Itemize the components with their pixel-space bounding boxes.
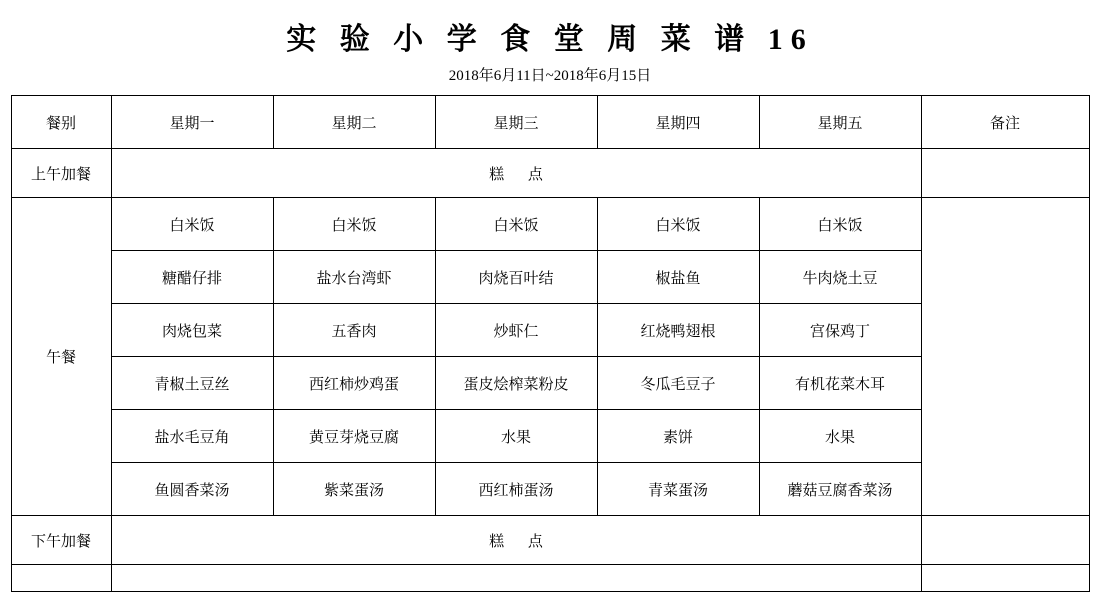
header-monday: 星期一 [111,96,273,149]
table-header-row [11,96,1089,149]
lunch-cell: 冬瓜毛豆子 [597,357,759,410]
lunch-cell: 五香肉 [273,304,435,357]
table-row-afternoon-snack [11,516,1089,565]
header-friday: 星期五 [759,96,921,149]
lunch-cell: 蛋皮烩榨菜粉皮 [435,357,597,410]
lunch-cell: 牛肉烧土豆 [759,251,921,304]
morning-snack-notes [921,149,1089,198]
lunch-cell: 盐水台湾虾 [273,251,435,304]
lunch-cell: 白米饭 [759,198,921,251]
lunch-cell: 肉烧包菜 [111,304,273,357]
afternoon-snack-content: 糕 点 [111,516,921,565]
lunch-cell: 有机花菜木耳 [759,357,921,410]
date-range: 2018年6月11日~2018年6月15日 [448,68,652,84]
blank-label [11,565,111,592]
row-label-lunch: 午餐 [11,198,111,516]
row-label-afternoon-snack: 下午加餐 [11,516,111,565]
lunch-cell: 白米饭 [273,198,435,251]
blank-content [111,565,921,592]
lunch-cell: 蘑菇豆腐香菜汤 [759,463,921,516]
lunch-cell: 盐水毛豆角 [111,410,273,463]
header-notes: 备注 [921,96,1089,149]
lunch-cell: 白米饭 [111,198,273,251]
blank-notes [921,565,1089,592]
table-row-morning-snack [11,149,1089,198]
lunch-cell: 椒盐鱼 [597,251,759,304]
lunch-cell: 宫保鸡丁 [759,304,921,357]
afternoon-snack-notes [921,516,1089,565]
morning-snack-content: 糕 点 [111,149,921,198]
lunch-cell: 黄豆芽烧豆腐 [273,410,435,463]
lunch-cell: 西红柿蛋汤 [435,463,597,516]
lunch-cell: 白米饭 [435,198,597,251]
lunch-cell: 素饼 [597,410,759,463]
lunch-cell: 红烧鸭翅根 [597,304,759,357]
row-label-morning-snack: 上午加餐 [11,149,111,198]
lunch-cell: 糖醋仔排 [111,251,273,304]
lunch-cell: 青椒土豆丝 [111,357,273,410]
lunch-cell: 鱼圆香菜汤 [111,463,273,516]
lunch-cell: 水果 [435,410,597,463]
lunch-cell: 白米饭 [597,198,759,251]
header-tuesday: 星期二 [273,96,435,149]
lunch-cell: 西红柿炒鸡蛋 [273,357,435,410]
table-row-blank [11,565,1089,592]
table-row [11,198,1089,251]
lunch-cell: 水果 [759,410,921,463]
header-meal-type: 餐别 [11,96,111,149]
weekly-menu-table [11,95,1090,592]
header-thursday: 星期四 [597,96,759,149]
header-wednesday: 星期三 [435,96,597,149]
lunch-cell: 肉烧百叶结 [435,251,597,304]
lunch-cell: 青菜蛋汤 [597,463,759,516]
page-title: 实 验 小 学 食 堂 周 菜 谱 16 [286,23,814,56]
lunch-cell: 紫菜蛋汤 [273,463,435,516]
lunch-cell: 炒虾仁 [435,304,597,357]
lunch-notes [921,198,1089,516]
